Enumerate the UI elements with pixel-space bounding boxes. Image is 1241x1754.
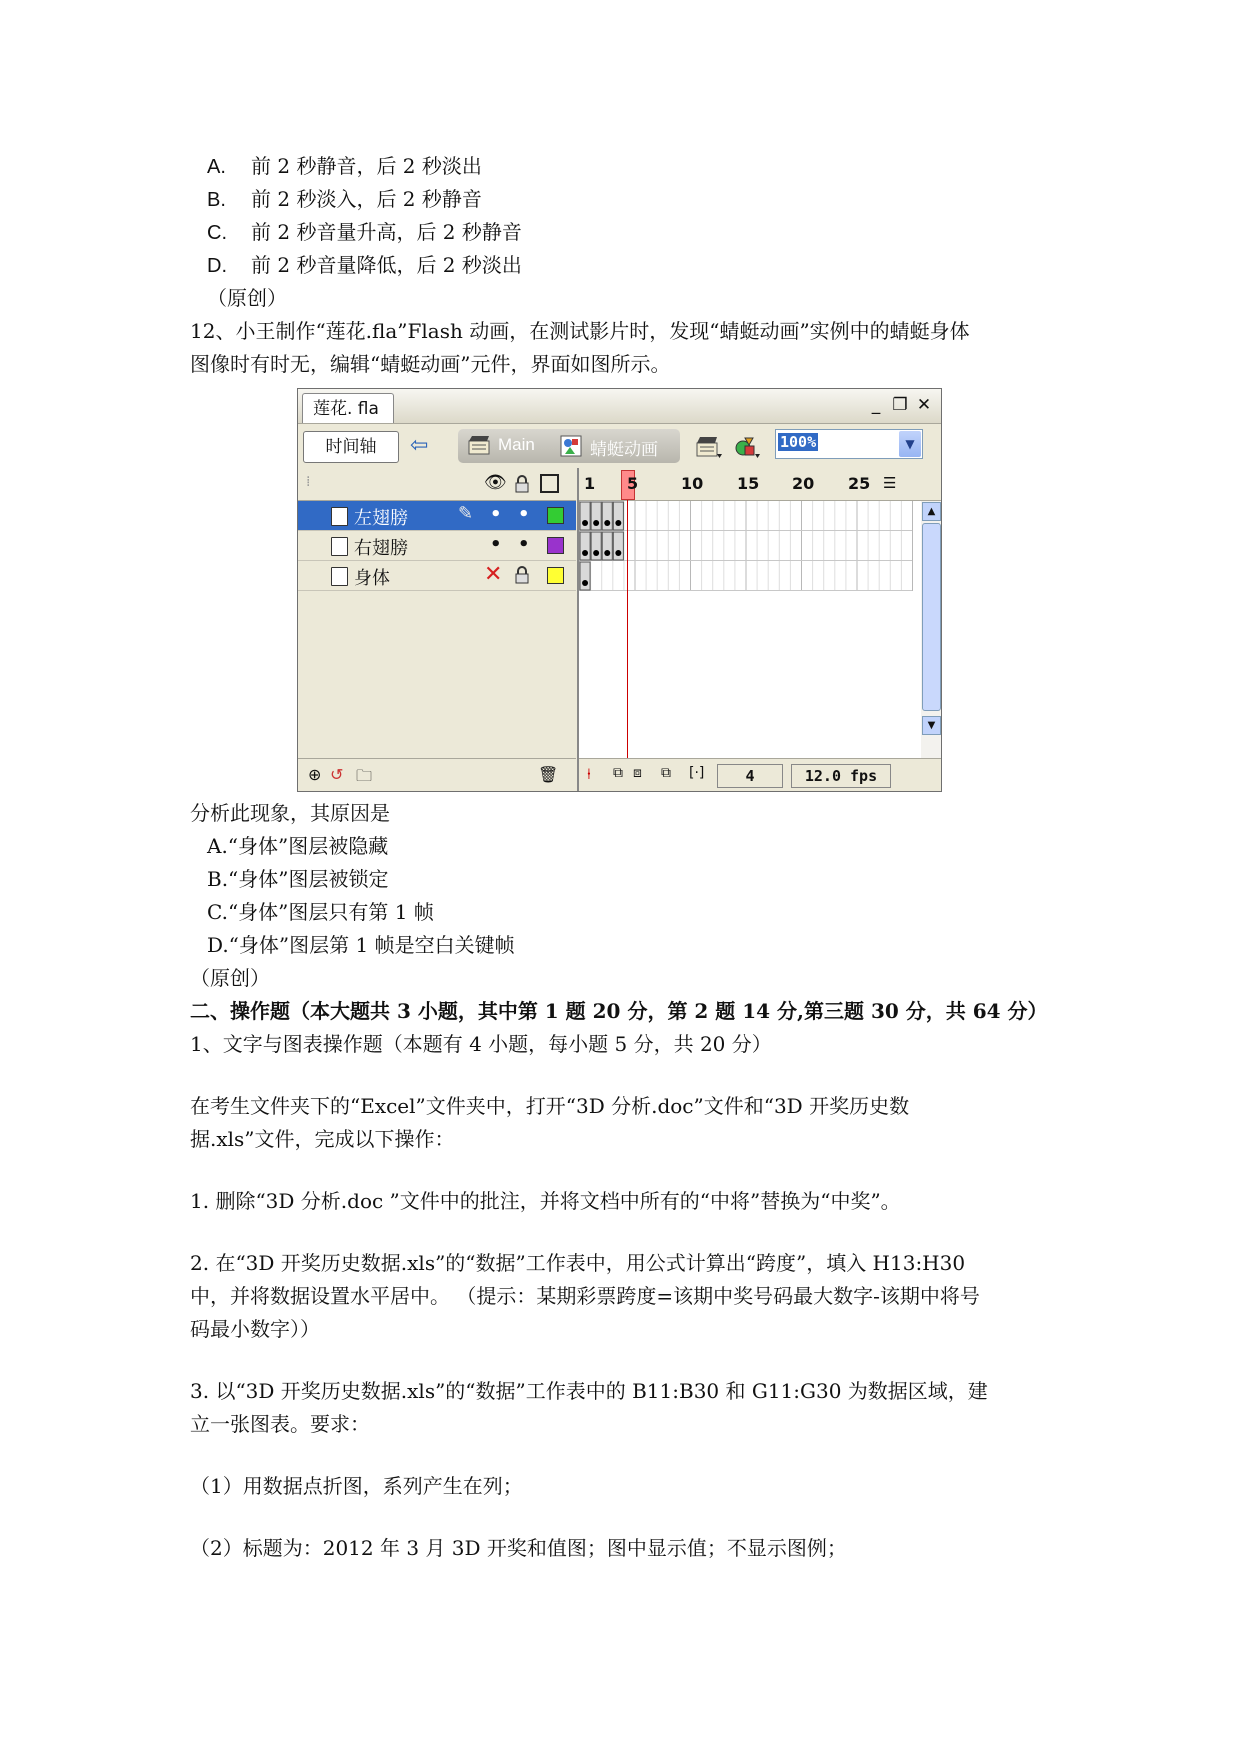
- q12-option-b: B.“身体”图层被锁定: [207, 867, 389, 891]
- task1-title: 1、文字与图表操作题（本题有 4 小题，每小题 5 分，共 20 分）: [190, 1032, 772, 1056]
- keyframe-dot: [582, 580, 588, 586]
- pencil-icon: ✎: [458, 503, 474, 524]
- task-requirement-1: （1）用数据点折图，系列产生在列；: [190, 1474, 523, 1498]
- layer-visible-dot[interactable]: •: [490, 504, 502, 525]
- keyframe-dot: [615, 520, 621, 526]
- layer-row[interactable]: [298, 501, 576, 531]
- document-tab-bar: [298, 389, 941, 424]
- q12-option-d: D.“身体”图层第 1 帧是空白关键帧: [207, 933, 515, 957]
- zoom-combobox[interactable]: [775, 429, 923, 459]
- task-item2-line1: 2. 在“3D 开奖历史数据.xls”的“数据”工作表中，用公式计算出“跨度”，填入 H13:H30: [190, 1251, 966, 1275]
- drag-grip-icon[interactable]: ⁞: [306, 474, 311, 490]
- task-item2-line3: 码最小数字））: [190, 1317, 320, 1341]
- breadcrumb-symbol[interactable]: 蜻蜓动画: [590, 440, 658, 460]
- layer-page-icon: [331, 507, 348, 526]
- edit-bar: [298, 424, 941, 468]
- layer-page-icon: [331, 567, 348, 586]
- zoom-value[interactable]: 100%: [780, 433, 817, 451]
- frame-ruler[interactable]: [579, 468, 941, 501]
- q11-option-d: D. 前 2 秒音量降低，后 2 秒淡出: [207, 253, 522, 277]
- section2-heading: 二、操作题（本大题共 3 小题，其中第 1 题 20 分，第 2 题 14 分,第三题 30 分，共 64 分）: [190, 999, 1048, 1023]
- layer-row[interactable]: [298, 561, 576, 591]
- document-tab[interactable]: 莲花. fla: [302, 393, 394, 423]
- layer-visible-dot[interactable]: •: [490, 534, 502, 555]
- lock-icon[interactable]: [514, 566, 530, 584]
- onion-skin-icon[interactable]: ⧉: [613, 765, 623, 781]
- frame-rate-display[interactable]: 12.0 fps: [791, 764, 891, 788]
- q11-option-a: A. 前 2 秒静音，后 2 秒淡出: [207, 154, 482, 178]
- keyframe-dot: [593, 520, 599, 526]
- q11-option-b: B. 前 2 秒淡入，后 2 秒静音: [207, 187, 482, 211]
- q12-question: 分析此现象，其原因是: [190, 801, 390, 825]
- movieclip-symbol-icon: [560, 435, 582, 457]
- minimize-button[interactable]: _: [871, 395, 881, 415]
- eye-icon[interactable]: 👁: [484, 472, 507, 493]
- q12-source: （原创）: [190, 966, 270, 990]
- scroll-up-icon[interactable]: ▲: [922, 502, 941, 521]
- ruler-label: 1: [584, 474, 596, 493]
- vertical-scrollbar[interactable]: [921, 501, 941, 758]
- breadcrumb: [458, 429, 680, 463]
- add-layer-icon[interactable]: ⊕: [308, 765, 322, 784]
- task-item2-line2: 中，并将数据设置水平居中。 （提示：某期彩票跨度=该期中奖号码最大数字-该期中将号: [190, 1284, 980, 1308]
- flash-timeline-window: [297, 388, 942, 792]
- q12-option-c: C.“身体”图层只有第 1 帧: [207, 900, 434, 924]
- lock-icon[interactable]: [514, 475, 530, 493]
- layer-outline-color[interactable]: [547, 507, 564, 524]
- layer-name[interactable]: 右翅膀: [354, 538, 408, 559]
- layer-header: [298, 468, 576, 501]
- q12-stem-line2: 图像时有时无，编辑“蜻蜓动画”元件，界面如图所示。: [190, 352, 671, 376]
- layer-name[interactable]: 身体: [354, 568, 390, 589]
- keyframe-dot: [604, 550, 610, 556]
- modify-onion-markers-icon[interactable]: [·]: [689, 765, 705, 781]
- task-requirement-2: （2）标题为：2012 年 3 月 3D 开奖和值图；图中显示值；不显示图例；: [190, 1536, 847, 1560]
- ruler-label: 20: [792, 474, 815, 493]
- keyframe-dot: [604, 520, 610, 526]
- ruler-label: 5: [627, 474, 639, 493]
- hidden-x-icon[interactable]: ✕: [484, 562, 503, 587]
- keyframe-dot: [582, 520, 588, 526]
- ruler-label: 25: [848, 474, 871, 493]
- scroll-down-icon[interactable]: ▼: [922, 716, 941, 735]
- onion-skin-outlines-icon[interactable]: ⧈: [633, 765, 642, 781]
- keyframe-dot: [593, 550, 599, 556]
- keyframe-dot: [615, 550, 621, 556]
- keyframe-dot: [582, 550, 588, 556]
- back-arrow-icon[interactable]: ⇦: [410, 433, 429, 458]
- edit-symbols-icon[interactable]: [733, 434, 761, 460]
- layer-lock-dot[interactable]: •: [518, 504, 530, 525]
- ruler-label: 10: [681, 474, 704, 493]
- layer-panel: [298, 468, 576, 791]
- task-item3-line2: 立一张图表。要求：: [190, 1412, 370, 1436]
- timeline-toggle-button[interactable]: 时间轴: [303, 431, 399, 463]
- restore-button[interactable]: ❐: [892, 395, 908, 415]
- layer-outline-color[interactable]: [547, 537, 564, 554]
- outline-square-icon[interactable]: [540, 474, 559, 493]
- q12-stem-line1: 12、小王制作“莲花.fla”Flash 动画，在测试影片时，发现“蜻蜓动画”实例中的蜻蜓身体: [190, 319, 970, 343]
- layer-lock-dot[interactable]: •: [518, 534, 530, 555]
- add-folder-icon[interactable]: 🗀: [356, 766, 373, 785]
- q12-option-a: A.“身体”图层被隐藏: [207, 834, 389, 858]
- add-motion-guide-icon[interactable]: ↺: [330, 765, 344, 784]
- breadcrumb-main-scene[interactable]: Main: [498, 435, 535, 454]
- center-frame-icon[interactable]: ⍿: [587, 765, 591, 783]
- layer-footer: [298, 758, 576, 792]
- layer-outline-color[interactable]: [547, 567, 564, 584]
- edit-multiple-frames-icon[interactable]: ⧉: [661, 765, 671, 781]
- task-intro-line2: 据.xls”文件，完成以下操作：: [190, 1127, 455, 1151]
- playhead-line: [627, 500, 628, 758]
- frame-status-bar: [579, 758, 941, 792]
- q11-source: （原创）: [207, 286, 287, 310]
- layer-page-icon: [331, 537, 348, 556]
- task-item1: 1. 删除“3D 分析.doc ”文件中的批注，并将文档中所有的“中将”替换为“中奖”。: [190, 1189, 901, 1213]
- frame-grid[interactable]: [579, 501, 921, 758]
- edit-scene-icon[interactable]: [695, 434, 723, 460]
- trash-icon[interactable]: 🗑: [538, 765, 559, 784]
- frames-area: [577, 468, 941, 791]
- ruler-label: 15: [737, 474, 760, 493]
- frame-view-menu-icon[interactable]: ☰: [883, 474, 897, 492]
- clapper-icon: [468, 435, 490, 455]
- scroll-thumb[interactable]: [922, 523, 941, 711]
- q11-option-c: C. 前 2 秒音量升高，后 2 秒静音: [207, 220, 522, 244]
- close-button[interactable]: ✕: [916, 395, 932, 415]
- current-frame-display: 4: [717, 764, 783, 788]
- chevron-down-icon[interactable]: ▼: [899, 431, 921, 457]
- task-intro-line1: 在考生文件夹下的“Excel”文件夹中，打开“3D 分析.doc”文件和“3D 开奖历史数: [190, 1094, 910, 1118]
- layer-row[interactable]: [298, 531, 576, 561]
- task-item3-line1: 3. 以“3D 开奖历史数据.xls”的“数据”工作表中的 B11:B30 和 G11:G30 为数据区域，建: [190, 1379, 988, 1403]
- layer-name[interactable]: 左翅膀: [354, 508, 408, 529]
